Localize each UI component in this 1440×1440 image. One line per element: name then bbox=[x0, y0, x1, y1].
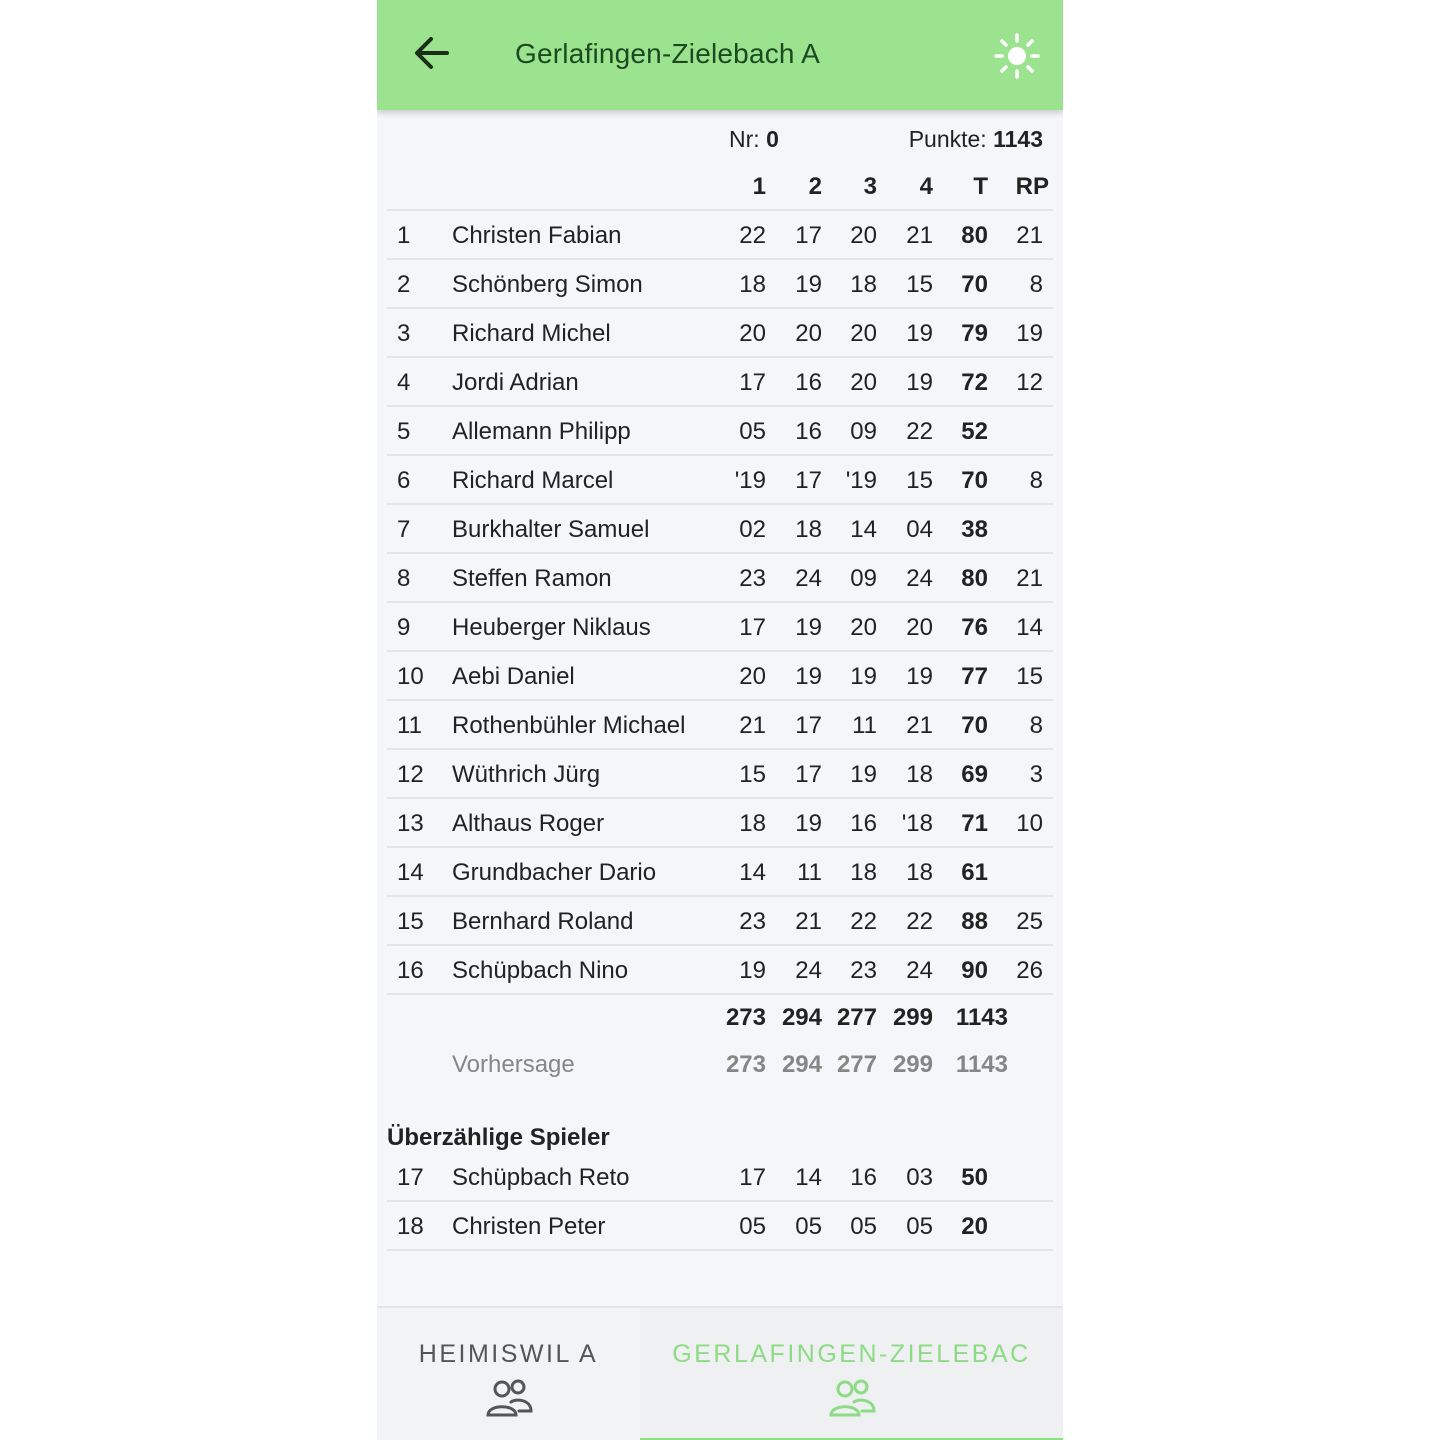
tab-label: HEIMISWIL A bbox=[418, 1340, 599, 1368]
round-1-score: 23 bbox=[739, 908, 766, 935]
rank-points: 25 bbox=[1016, 908, 1043, 935]
round-4-score: 15 bbox=[906, 271, 933, 298]
round-3-score: 18 bbox=[850, 859, 877, 886]
rank-points: 8 bbox=[1029, 467, 1043, 494]
round-1-score: 05 bbox=[739, 418, 766, 445]
table-row bbox=[387, 799, 1053, 848]
round-4-score: 04 bbox=[906, 516, 933, 543]
table-row bbox=[387, 1153, 1053, 1202]
round-4-score: 22 bbox=[906, 418, 933, 445]
round-1-score: 20 bbox=[739, 320, 766, 347]
column-header-4: 4 bbox=[919, 173, 933, 200]
round-3-score: 11 bbox=[852, 712, 877, 739]
round-2-score: 17 bbox=[795, 761, 822, 788]
player-number: 8 bbox=[397, 565, 411, 592]
round-1-score: 20 bbox=[739, 663, 766, 690]
round-4-score: 24 bbox=[906, 957, 933, 984]
table-row bbox=[387, 456, 1053, 505]
table-row bbox=[387, 260, 1053, 309]
round-2-score: 18 bbox=[795, 516, 822, 543]
round-2-score: 19 bbox=[795, 614, 822, 641]
player-number: 18 bbox=[397, 1213, 424, 1240]
total-round-2: 294 bbox=[781, 1004, 822, 1031]
total-score: 61 bbox=[961, 859, 988, 886]
round-1-score: 05 bbox=[739, 1213, 766, 1240]
round-1-score: 17 bbox=[739, 1164, 766, 1191]
rank-points: 10 bbox=[1016, 810, 1043, 837]
round-4-score: 19 bbox=[906, 369, 933, 396]
total-score: 50 bbox=[961, 1164, 988, 1191]
round-2-score: 19 bbox=[795, 663, 822, 690]
player-name: Grundbacher Dario bbox=[452, 859, 657, 886]
arrow-left-icon bbox=[411, 32, 453, 74]
total-score: 38 bbox=[961, 516, 988, 543]
round-4-score: 15 bbox=[906, 467, 933, 494]
round-3-score: 09 bbox=[850, 565, 877, 592]
column-header-3: 3 bbox=[863, 173, 877, 200]
player-number: 7 bbox=[397, 516, 411, 543]
round-3-score: 20 bbox=[850, 320, 877, 347]
round-2-score: 16 bbox=[795, 369, 822, 396]
team-icon bbox=[828, 1378, 876, 1418]
prediction-round-2: 294 bbox=[781, 1051, 822, 1078]
round-4-score: 19 bbox=[906, 320, 933, 347]
round-3-score: 20 bbox=[850, 222, 877, 249]
prediction-total: 1143 bbox=[955, 1051, 1008, 1078]
theme-toggle-button[interactable] bbox=[993, 32, 1041, 80]
total-score: 69 bbox=[961, 761, 988, 788]
player-name: Rothenbühler Michael bbox=[452, 712, 686, 739]
player-number: 12 bbox=[397, 761, 424, 788]
round-2-score: 17 bbox=[795, 712, 822, 739]
player-number: 9 bbox=[397, 614, 411, 641]
player-number: 13 bbox=[397, 810, 424, 837]
total-score: 70 bbox=[961, 467, 988, 494]
table-row bbox=[387, 652, 1053, 701]
round-1-score: 17 bbox=[739, 369, 766, 396]
page-title: Gerlafingen-Zielebach A bbox=[515, 38, 820, 69]
round-3-score: 22 bbox=[850, 908, 877, 935]
player-name: Wüthrich Jürg bbox=[452, 761, 601, 788]
round-4-score: 20 bbox=[906, 614, 933, 641]
app-bar bbox=[377, 0, 1063, 110]
round-3-score: 14 bbox=[850, 516, 877, 543]
round-4-score: 22 bbox=[906, 908, 933, 935]
back-button[interactable] bbox=[411, 32, 453, 74]
player-name: Schönberg Simon bbox=[452, 271, 643, 298]
sun-icon bbox=[993, 32, 1041, 80]
round-1-score: 14 bbox=[739, 859, 766, 886]
player-name: Burkhalter Samuel bbox=[452, 516, 650, 543]
total-score: 80 bbox=[961, 565, 988, 592]
round-4-score: 18 bbox=[906, 761, 933, 788]
total-overall: 1143 bbox=[955, 1004, 1008, 1031]
player-number: 4 bbox=[397, 369, 411, 396]
round-2-score: 19 bbox=[795, 810, 822, 837]
table-row bbox=[387, 211, 1053, 260]
player-name: Christen Peter bbox=[452, 1213, 606, 1240]
table-row bbox=[387, 603, 1053, 652]
bottom-tab-bar bbox=[377, 1306, 1063, 1440]
round-4-score: 21 bbox=[906, 222, 933, 249]
player-number: 15 bbox=[397, 908, 424, 935]
total-score: 77 bbox=[961, 663, 988, 690]
player-number: 11 bbox=[397, 712, 422, 739]
round-2-score: 14 bbox=[795, 1164, 822, 1191]
punkte-label: Punkte: bbox=[908, 126, 994, 152]
round-4-score: 21 bbox=[906, 712, 933, 739]
prediction-row bbox=[387, 1040, 1053, 1089]
table-row bbox=[387, 848, 1053, 897]
player-name: Steffen Ramon bbox=[452, 565, 612, 592]
total-score: 72 bbox=[961, 369, 988, 396]
total-score: 88 bbox=[961, 908, 988, 935]
round-1-score: 22 bbox=[739, 222, 766, 249]
rank-points: 19 bbox=[1016, 320, 1043, 347]
round-2-score: 20 bbox=[795, 320, 822, 347]
totals-row bbox=[387, 993, 1053, 1042]
round-1-score: '19 bbox=[734, 467, 766, 494]
round-3-score: 09 bbox=[850, 418, 877, 445]
round-2-score: 19 bbox=[795, 271, 822, 298]
total-round-4: 299 bbox=[892, 1004, 933, 1031]
player-name: Christen Fabian bbox=[452, 222, 622, 249]
table-row bbox=[387, 1202, 1053, 1251]
prediction-round-1: 273 bbox=[725, 1051, 766, 1078]
table-row bbox=[387, 358, 1053, 407]
round-3-score: 23 bbox=[850, 957, 877, 984]
tab-gerlafingen-zielebach[interactable] bbox=[640, 1308, 1063, 1440]
rank-points: 8 bbox=[1029, 271, 1043, 298]
team-number bbox=[729, 126, 779, 153]
round-1-score: 18 bbox=[739, 810, 766, 837]
round-3-score: '19 bbox=[845, 467, 877, 494]
player-number: 2 bbox=[397, 271, 411, 298]
round-2-score: 24 bbox=[795, 565, 822, 592]
table-row bbox=[387, 505, 1053, 554]
player-name: Althaus Roger bbox=[452, 810, 605, 837]
player-name: Richard Marcel bbox=[452, 467, 614, 494]
round-4-score: 05 bbox=[906, 1213, 933, 1240]
player-number: 1 bbox=[397, 222, 411, 249]
total-round-1: 273 bbox=[725, 1004, 766, 1031]
round-3-score: 19 bbox=[850, 761, 877, 788]
round-2-score: 11 bbox=[797, 859, 822, 886]
punkte-value: 1143 bbox=[993, 126, 1043, 152]
rank-points: 15 bbox=[1016, 663, 1043, 690]
round-1-score: 17 bbox=[739, 614, 766, 641]
round-2-score: 05 bbox=[795, 1213, 822, 1240]
prediction-round-3: 277 bbox=[836, 1051, 877, 1078]
nr-value: 0 bbox=[766, 126, 779, 152]
total-score: 20 bbox=[961, 1213, 988, 1240]
table-row bbox=[387, 897, 1053, 946]
player-name: Schüpbach Nino bbox=[452, 957, 629, 984]
round-1-score: 21 bbox=[739, 712, 766, 739]
app-screen bbox=[377, 0, 1063, 1440]
rank-points: 12 bbox=[1016, 369, 1043, 396]
player-number: 17 bbox=[397, 1164, 424, 1191]
round-3-score: 05 bbox=[850, 1213, 877, 1240]
rank-points: 3 bbox=[1029, 761, 1043, 788]
player-name: Jordi Adrian bbox=[452, 369, 579, 396]
player-number: 3 bbox=[397, 320, 411, 347]
player-number: 14 bbox=[397, 859, 424, 886]
total-score: 90 bbox=[961, 957, 988, 984]
table-row bbox=[387, 750, 1053, 799]
total-score: 79 bbox=[961, 320, 988, 347]
player-number: 6 bbox=[397, 467, 411, 494]
table-row bbox=[387, 309, 1053, 358]
column-header-1: 1 bbox=[752, 173, 766, 200]
player-name: Schüpbach Reto bbox=[452, 1164, 630, 1191]
total-score: 80 bbox=[961, 222, 988, 249]
rank-points: 8 bbox=[1029, 712, 1043, 739]
tab-label: GERLAFINGEN-ZIELEBAC bbox=[672, 1340, 1031, 1368]
rank-points: 21 bbox=[1016, 222, 1043, 249]
nr-label: Nr: bbox=[729, 126, 767, 152]
round-1-score: 02 bbox=[739, 516, 766, 543]
round-3-score: 16 bbox=[850, 1164, 877, 1191]
round-1-score: 23 bbox=[739, 565, 766, 592]
team-icon bbox=[485, 1378, 533, 1418]
round-4-score: 24 bbox=[906, 565, 933, 592]
player-number: 5 bbox=[397, 418, 411, 445]
column-header-2: 2 bbox=[808, 173, 822, 200]
total-round-3: 277 bbox=[836, 1004, 877, 1031]
round-1-score: 18 bbox=[739, 271, 766, 298]
round-4-score: '18 bbox=[901, 810, 933, 837]
total-score: 76 bbox=[961, 614, 988, 641]
round-4-score: 18 bbox=[906, 859, 933, 886]
round-2-score: 17 bbox=[795, 222, 822, 249]
round-3-score: 19 bbox=[850, 663, 877, 690]
total-score: 71 bbox=[961, 810, 988, 837]
team-points bbox=[909, 126, 1043, 153]
table-row bbox=[387, 554, 1053, 603]
rank-points: 26 bbox=[1016, 957, 1043, 984]
player-name: Allemann Philipp bbox=[452, 418, 631, 445]
round-2-score: 24 bbox=[795, 957, 822, 984]
table-row bbox=[387, 946, 1053, 995]
round-3-score: 20 bbox=[850, 369, 877, 396]
player-name: Aebi Daniel bbox=[452, 663, 575, 690]
total-score: 70 bbox=[961, 271, 988, 298]
round-3-score: 18 bbox=[850, 271, 877, 298]
table-row bbox=[387, 407, 1053, 456]
total-score: 52 bbox=[961, 418, 988, 445]
column-header-rp: RP bbox=[1015, 173, 1049, 200]
player-number: 16 bbox=[397, 957, 424, 984]
column-header-total: T bbox=[973, 173, 988, 200]
table-row bbox=[387, 701, 1053, 750]
round-4-score: 19 bbox=[906, 663, 933, 690]
round-3-score: 20 bbox=[850, 614, 877, 641]
round-2-score: 21 bbox=[795, 908, 822, 935]
table-header bbox=[387, 162, 1053, 211]
round-1-score: 19 bbox=[739, 957, 766, 984]
round-3-score: 16 bbox=[850, 810, 877, 837]
round-4-score: 03 bbox=[906, 1164, 933, 1191]
rank-points: 14 bbox=[1016, 614, 1043, 641]
rank-points: 21 bbox=[1016, 565, 1043, 592]
round-2-score: 16 bbox=[795, 418, 822, 445]
tab-heimiswil-a[interactable] bbox=[377, 1308, 640, 1440]
extra-players-heading: Überzählige Spieler bbox=[387, 1124, 610, 1151]
round-1-score: 15 bbox=[739, 761, 766, 788]
player-name: Heuberger Niklaus bbox=[452, 614, 651, 641]
player-name: Richard Michel bbox=[452, 320, 611, 347]
prediction-round-4: 299 bbox=[892, 1051, 933, 1078]
player-number: 10 bbox=[397, 663, 424, 690]
round-2-score: 17 bbox=[795, 467, 822, 494]
total-score: 70 bbox=[961, 712, 988, 739]
prediction-label: Vorhersage bbox=[452, 1051, 575, 1078]
player-name: Bernhard Roland bbox=[452, 908, 634, 935]
